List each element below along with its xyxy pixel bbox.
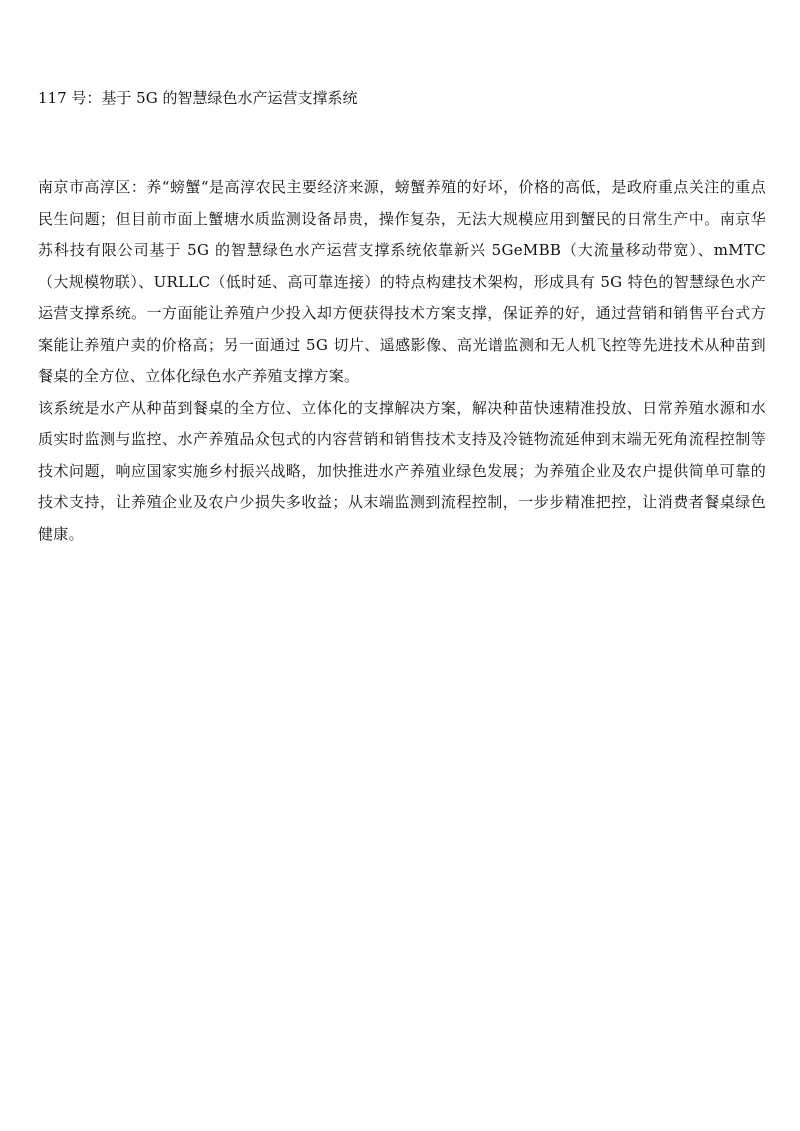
document-title: 117 号：基于 5G 的智慧绿色水产运营支撑系统 [38,89,358,107]
paragraph-background: 南京市高淳区：养“螃蟹“是高淳农民主要经济来源，螃蟹养殖的好坏，价格的高低，是政府重点关注的重点民生问题；但目前市面上蟹塘水质监测设备昂贵，操作复杂，无法大规模应用到蟹民的日常生产中。南京华苏科技有限公司基于 5G 的智慧绿色水产运营支撑系统依靠新兴 5GeMBB（大流量移动带宽）、mMTC（大规模物联）、URLLC（低时延、高可靠连接）的特点构建技术架构，形成具有 5G 特色的智慧绿色水产运营支撑系统。一方面能让养殖户少投入却方便获得技术方案支撑，保证养的好，通过营销和销售平台式方案能让养殖户卖的价格高；另一面通过 5G 切片、遥感影像、高光谱监测和无人机飞控等先进技术从种苗到餐桌的全方位、立体化绿色水产养殖支撑方案。 [38,178,766,385]
paragraph-system-description: 该系统是水产从种苗到餐桌的全方位、立体化的支撑解决方案，解决种苗快速精准投放、日常养殖水源和水质实时监测与监控、水产养殖品众包式的内容营销和销售技术支持及冷链物流延伸到末端无死角流程控制等技术问题，响应国家实施乡村振兴战略，加快推进水产养殖业绿色发展；为养殖企业及农户提供简单可靠的技术支持，让养殖企业及农户少损失多收益；从末端监测到流程控制，一步步精准把控，让消费者餐桌绿色健康。 [38,398,766,543]
document-body [38,172,766,550]
